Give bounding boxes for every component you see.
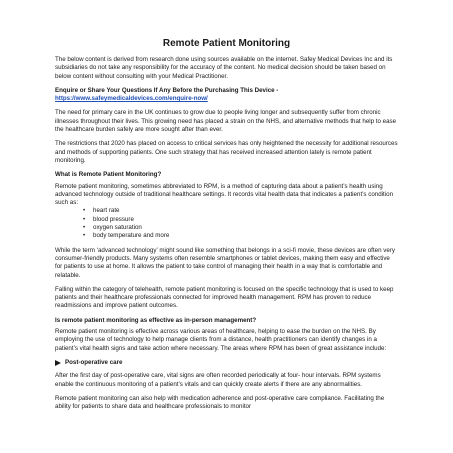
list-item: • blood pressure: [83, 215, 134, 223]
disclaimer-paragraph: The below content is derived from research done using sources available on the internet. Safey Medical Devices Inc and its subsidiaries do not take any responsibility for the accuracy of the content. No medical decision should be taken based on below content without consulting with your Medical Practitioner.: [55, 56, 393, 80]
vitals-list: [55, 207, 398, 240]
effectiveness-heading: Is remote patient monitoring as effective as in-person management?: [55, 316, 257, 324]
what-is-rpm-heading: What is Remote Patient Monitoring?: [55, 171, 162, 179]
advanced-technology-paragraph: While the term ‘advanced technology’ might sound like something that belongs in a sci-fi movie, these devices are often very consumer-friendly products. Many systems often resemble smartphones or tablet devices, making them easy and effective for patients to use at home. It allows the patient to take control of managing their health in a way that is comfortable and relatable.: [55, 246, 395, 279]
list-item: • heart rate: [83, 207, 120, 215]
rpm-definition-paragraph: Remote patient monitoring, sometimes abbreviated to RPM, is a method of capturing data about a patient’s health using advanced technology outside of traditional healthcare settings. It records vital health data that indicates a patient’s condition such as:: [55, 182, 394, 207]
need-paragraph: The need for primary care in the UK continues to grow due to people living longer and subsequently suffer from chronic illnesses throughout their lives. This growing need has placed a strain on the NHS, and alternative methods that help to ease the healthcare burden safely are more sought after than ever.: [55, 109, 397, 134]
telehealth-paragraph: Falling within the category of telehealth, remote patient monitoring is focused on the specific technology that is used to keep patients and their healthcare professionals connected for improved health management. RPM has proven to reduce readmissions and improve patient outcomes.: [55, 285, 394, 310]
medication-adherence-paragraph: Remote patient monitoring can also help with medication adherence and post-operative care compliance. Facilitating the ability for patients to share data and healthcare professionals to monitor: [55, 394, 385, 411]
enquire-text: Enquire or Share Your Questions If Any Before the Purchasing This Device -: [55, 86, 279, 94]
bullet-icon: •: [83, 207, 86, 215]
bullet-icon: •: [83, 215, 86, 223]
post-operative-heading-label: Post-operative care: [65, 358, 123, 366]
post-operative-heading: [55, 359, 398, 367]
effectiveness-paragraph: Remote patient monitoring is effective across various areas of healthcare, helping to ease the burden on the NHS. By employing the use of technology to help manage clients from a distance, health practitioners can identify changes in a patient’s vital health signs and take action where necessary. The areas where RPM has been of great assistance include:: [55, 328, 387, 352]
post-operative-paragraph: After the first day of post-operative care, vital signs are often recorded periodically at four- hour intervals. RPM systems enable the continuous monitoring of a patient’s vitals and can quickly create alerts if there are any abnormalities.: [55, 372, 381, 388]
bullet-icon: •: [83, 232, 86, 240]
arrow-right-icon: [55, 360, 61, 366]
page-title: Remote Patient Monitoring: [162, 38, 291, 49]
bullet-icon: •: [83, 224, 86, 232]
list-item: • body temperature and more: [83, 232, 170, 240]
restrictions-paragraph: The restrictions that 2020 has placed on access to critical services has only heightened the necessity for additional resources and methods of supporting patients. One such strategy that has received increased attention lately is remote patient monitoring.: [55, 140, 398, 164]
enquire-link[interactable]: https://www.safeymedicaldevices.com/enquire-now/: [55, 95, 208, 103]
list-item: • oxygen saturation: [83, 224, 142, 232]
enquire-section: [55, 87, 398, 104]
